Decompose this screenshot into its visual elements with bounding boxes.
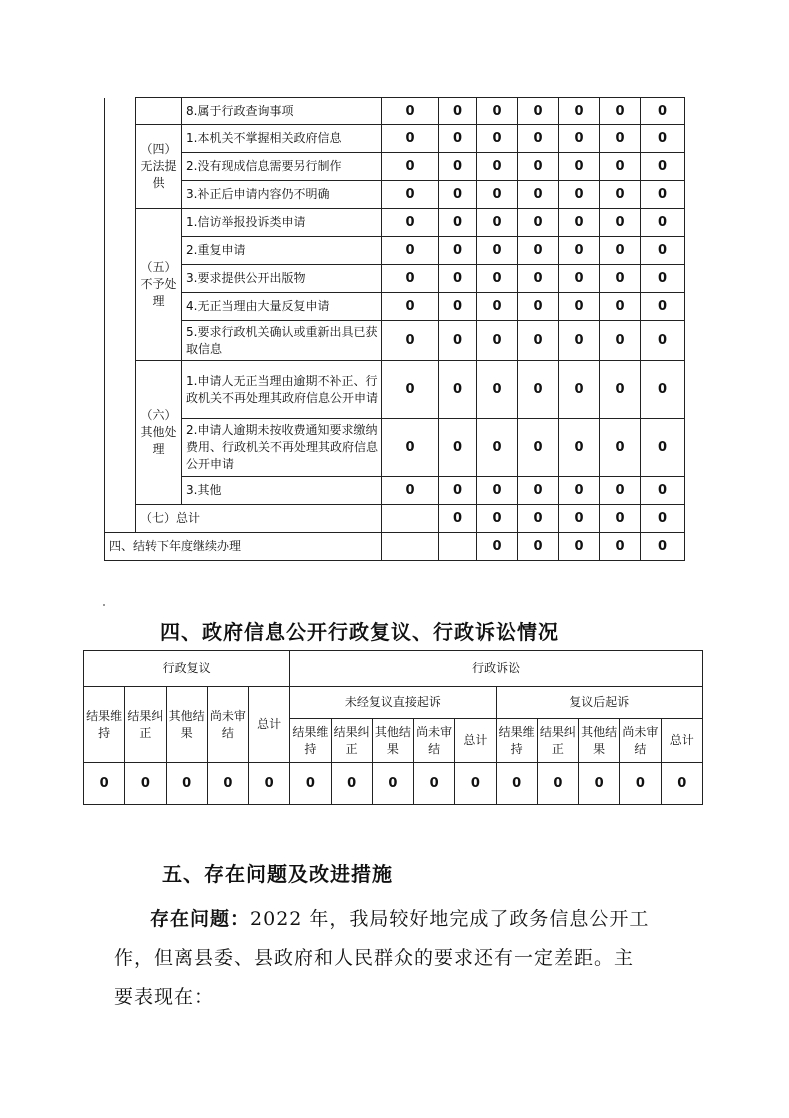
value-cell: 0 bbox=[600, 419, 641, 477]
value-cell: 0 bbox=[439, 125, 477, 153]
paragraph-line-1-text: 2022 年，我局较好地完成了政务信息公开工 bbox=[250, 908, 650, 930]
value-cell: 0 bbox=[382, 98, 439, 125]
admin-review-header: 行政复议 bbox=[84, 651, 290, 687]
blank-outer-cell bbox=[105, 98, 136, 125]
value-cell: 0 bbox=[372, 763, 413, 805]
value-cell: 0 bbox=[600, 477, 641, 505]
value-cell: 0 bbox=[641, 181, 685, 209]
table-row bbox=[105, 98, 685, 125]
value-cell: 0 bbox=[600, 293, 641, 321]
value-cell: 0 bbox=[439, 209, 477, 237]
value-cell: 0 bbox=[600, 125, 641, 153]
value-cell: 0 bbox=[249, 763, 290, 805]
blank-category-cell bbox=[136, 98, 182, 125]
value-cell: 0 bbox=[382, 237, 439, 265]
category-cell: （六）其他处理 bbox=[136, 361, 182, 505]
value-cell: 0 bbox=[559, 361, 600, 419]
direct-col-4: 尚未审结 bbox=[414, 719, 455, 763]
table-row bbox=[105, 153, 685, 181]
blank-outer-cell bbox=[105, 209, 136, 361]
value-cell: 0 bbox=[641, 419, 685, 477]
value-cell: 0 bbox=[600, 209, 641, 237]
review-col-3: 其他结果 bbox=[166, 687, 207, 763]
value-cell: 0 bbox=[518, 321, 559, 361]
value-cell: 0 bbox=[477, 181, 518, 209]
after-col-2: 结果纠正 bbox=[537, 719, 578, 763]
row-label: 1.本机关不掌握相关政府信息 bbox=[182, 125, 382, 153]
value-cell: 0 bbox=[518, 533, 559, 561]
value-cell: 0 bbox=[641, 237, 685, 265]
row-label: 3.补正后申请内容仍不明确 bbox=[182, 181, 382, 209]
value-cell: 0 bbox=[559, 98, 600, 125]
value-cell: 0 bbox=[477, 321, 518, 361]
value-cell: 0 bbox=[559, 265, 600, 293]
value-cell: 0 bbox=[477, 477, 518, 505]
value-cell: 0 bbox=[641, 293, 685, 321]
value-cell: 0 bbox=[477, 153, 518, 181]
row-label: 1.申请人无正当理由逾期不补正、行政机关不再处理其政府信息公开申请 bbox=[182, 361, 382, 419]
value-cell: 0 bbox=[600, 361, 641, 419]
row-label: 3.要求提供公开出版物 bbox=[182, 265, 382, 293]
value-cell: 0 bbox=[600, 181, 641, 209]
review-litigation-values-row bbox=[84, 763, 703, 805]
direct-col-1: 结果维持 bbox=[290, 719, 331, 763]
value-cell: 0 bbox=[559, 209, 600, 237]
value-cell: 0 bbox=[331, 763, 372, 805]
value-cell: 0 bbox=[382, 265, 439, 293]
value-cell: 0 bbox=[559, 533, 600, 561]
value-cell: 0 bbox=[518, 505, 559, 533]
section-4-heading: 四、政府信息公开行政复议、行政诉讼情况 bbox=[160, 620, 559, 644]
value-cell: 0 bbox=[439, 361, 477, 419]
value-cell: 0 bbox=[166, 763, 207, 805]
problem-lead: 存在问题： bbox=[150, 908, 251, 930]
value-cell: 0 bbox=[477, 419, 518, 477]
value-cell: 0 bbox=[518, 293, 559, 321]
value-cell: 0 bbox=[439, 237, 477, 265]
value-cell: 0 bbox=[600, 98, 641, 125]
row-label: 2.没有现成信息需要另行制作 bbox=[182, 153, 382, 181]
after-review-suit-header: 复议后起诉 bbox=[496, 687, 702, 719]
direct-col-5: 总计 bbox=[455, 719, 496, 763]
value-cell: 0 bbox=[518, 125, 559, 153]
blank-outer-cell bbox=[105, 361, 136, 505]
scan-speck bbox=[103, 604, 105, 606]
value-cell: 0 bbox=[559, 237, 600, 265]
row-label: 1.信访举报投诉类申请 bbox=[182, 209, 382, 237]
value-cell: 0 bbox=[559, 321, 600, 361]
value-cell: 0 bbox=[559, 125, 600, 153]
direct-suit-header: 未经复议直接起诉 bbox=[290, 687, 496, 719]
admin-litigation-header: 行政诉讼 bbox=[290, 651, 703, 687]
after-col-3: 其他结果 bbox=[579, 719, 620, 763]
value-cell: 0 bbox=[477, 533, 518, 561]
value-cell: 0 bbox=[477, 209, 518, 237]
value-cell: 0 bbox=[477, 98, 518, 125]
value-cell: 0 bbox=[496, 763, 537, 805]
value-cell: 0 bbox=[559, 181, 600, 209]
value-cell: 0 bbox=[559, 419, 600, 477]
value-cell: 0 bbox=[382, 181, 439, 209]
table-row bbox=[105, 533, 685, 561]
value-cell: 0 bbox=[382, 321, 439, 361]
value-cell: 0 bbox=[477, 125, 518, 153]
table-row bbox=[105, 293, 685, 321]
value-cell: 0 bbox=[600, 237, 641, 265]
review-col-2: 结果纠正 bbox=[125, 687, 166, 763]
value-cell: 0 bbox=[290, 763, 331, 805]
row-label: 2.申请人逾期未按收费通知要求缴纳费用、行政机关不再处理其政府信息公开申请 bbox=[182, 419, 382, 477]
value-cell: 0 bbox=[518, 153, 559, 181]
value-cell: 0 bbox=[439, 153, 477, 181]
value-cell: 0 bbox=[382, 361, 439, 419]
blank-outer-cell bbox=[105, 505, 136, 533]
value-cell: 0 bbox=[518, 98, 559, 125]
review-litigation-table bbox=[83, 650, 703, 805]
value-cell: 0 bbox=[641, 505, 685, 533]
value-cell: 0 bbox=[641, 153, 685, 181]
value-cell: 0 bbox=[559, 293, 600, 321]
after-col-5: 总计 bbox=[661, 719, 702, 763]
value-cell: 0 bbox=[518, 419, 559, 477]
table-row bbox=[105, 181, 685, 209]
value-cell: 0 bbox=[641, 361, 685, 419]
direct-col-3: 其他结果 bbox=[372, 719, 413, 763]
value-cell: 0 bbox=[518, 477, 559, 505]
value-cell: 0 bbox=[641, 209, 685, 237]
value-cell: 0 bbox=[518, 181, 559, 209]
table-row bbox=[105, 477, 685, 505]
direct-col-2: 结果纠正 bbox=[331, 719, 372, 763]
table-row bbox=[105, 209, 685, 237]
value-cell: 0 bbox=[439, 98, 477, 125]
total-label: （七）总计 bbox=[136, 505, 382, 533]
value-cell: 0 bbox=[600, 153, 641, 181]
value-cell: 0 bbox=[518, 361, 559, 419]
paragraph-line-2: 作，但离县委、县政府和人民群众的要求还有一定差距。主 bbox=[114, 947, 635, 969]
value-cell: 0 bbox=[439, 419, 477, 477]
table-row bbox=[105, 419, 685, 477]
table-row bbox=[105, 125, 685, 153]
row-label: 2.重复申请 bbox=[182, 237, 382, 265]
value-cell: 0 bbox=[477, 265, 518, 293]
table-row bbox=[105, 361, 685, 419]
row-label: 4.无正当理由大量反复申请 bbox=[182, 293, 382, 321]
value-cell: 0 bbox=[518, 237, 559, 265]
table-row bbox=[105, 321, 685, 361]
value-cell: 0 bbox=[641, 321, 685, 361]
value-cell: 0 bbox=[600, 505, 641, 533]
value-cell: 0 bbox=[559, 153, 600, 181]
paragraph-line-1 bbox=[150, 904, 649, 931]
disclosure-statistics-table bbox=[104, 97, 685, 561]
value-cell: 0 bbox=[207, 763, 248, 805]
value-cell: 0 bbox=[641, 125, 685, 153]
table-row bbox=[105, 505, 685, 533]
value-cell: 0 bbox=[382, 419, 439, 477]
value-cell: 0 bbox=[414, 763, 455, 805]
value-cell: 0 bbox=[477, 293, 518, 321]
value-cell: 0 bbox=[382, 153, 439, 181]
row-label: 8.属于行政查询事项 bbox=[182, 98, 382, 125]
value-cell: 0 bbox=[518, 209, 559, 237]
value-cell: 0 bbox=[641, 265, 685, 293]
after-col-1: 结果维持 bbox=[496, 719, 537, 763]
row-label: 5.要求行政机关确认或重新出具已获取信息 bbox=[182, 321, 382, 361]
value-cell: 0 bbox=[579, 763, 620, 805]
value-cell: 0 bbox=[600, 533, 641, 561]
value-cell: 0 bbox=[641, 533, 685, 561]
value-cell: 0 bbox=[439, 321, 477, 361]
value-cell: 0 bbox=[559, 505, 600, 533]
category-cell: （五）不予处理 bbox=[136, 209, 182, 361]
value-cell: 0 bbox=[455, 763, 496, 805]
section-5-heading: 五、存在问题及改进措施 bbox=[162, 862, 393, 886]
paragraph-line-3: 要表现在： bbox=[114, 986, 215, 1008]
value-cell bbox=[382, 533, 439, 561]
category-cell: （四）无法提供 bbox=[136, 125, 182, 209]
value-cell: 0 bbox=[641, 98, 685, 125]
carryover-label: 四、结转下年度继续办理 bbox=[105, 533, 382, 561]
value-cell: 0 bbox=[84, 763, 125, 805]
value-cell: 0 bbox=[518, 265, 559, 293]
value-cell: 0 bbox=[382, 477, 439, 505]
value-cell: 0 bbox=[382, 209, 439, 237]
value-cell: 0 bbox=[600, 321, 641, 361]
value-cell: 0 bbox=[439, 505, 477, 533]
review-col-5: 总计 bbox=[249, 687, 290, 763]
value-cell: 0 bbox=[439, 265, 477, 293]
value-cell: 0 bbox=[477, 237, 518, 265]
review-col-4: 尚未审结 bbox=[207, 687, 248, 763]
value-cell bbox=[382, 505, 439, 533]
value-cell: 0 bbox=[620, 763, 661, 805]
value-cell bbox=[439, 533, 477, 561]
value-cell: 0 bbox=[537, 763, 578, 805]
value-cell: 0 bbox=[382, 125, 439, 153]
value-cell: 0 bbox=[477, 505, 518, 533]
value-cell: 0 bbox=[439, 293, 477, 321]
value-cell: 0 bbox=[477, 361, 518, 419]
blank-outer-cell bbox=[105, 125, 136, 209]
value-cell: 0 bbox=[641, 477, 685, 505]
table-row bbox=[105, 237, 685, 265]
value-cell: 0 bbox=[559, 477, 600, 505]
row-label: 3.其他 bbox=[182, 477, 382, 505]
value-cell: 0 bbox=[125, 763, 166, 805]
value-cell: 0 bbox=[600, 265, 641, 293]
review-col-1: 结果维持 bbox=[84, 687, 125, 763]
table-row bbox=[105, 265, 685, 293]
value-cell: 0 bbox=[661, 763, 702, 805]
value-cell: 0 bbox=[382, 293, 439, 321]
value-cell: 0 bbox=[439, 477, 477, 505]
value-cell: 0 bbox=[439, 181, 477, 209]
after-col-4: 尚未审结 bbox=[620, 719, 661, 763]
